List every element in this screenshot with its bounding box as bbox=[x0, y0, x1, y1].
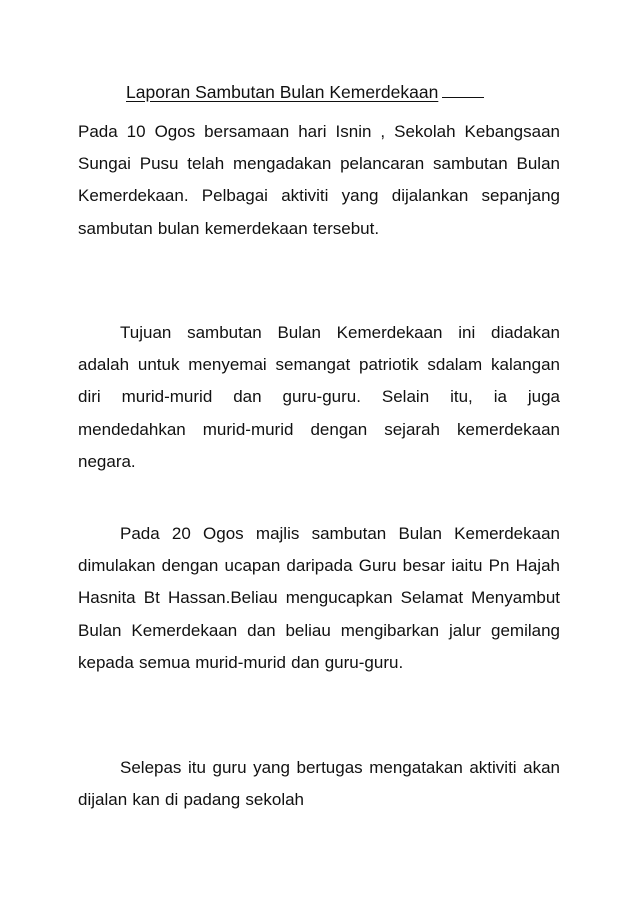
paragraph-4: Selepas itu guru yang bertugas mengatakan aktiviti akan dijalan kan di padang sekolah bbox=[78, 758, 560, 810]
document-title bbox=[126, 79, 484, 104]
document-title-text: Laporan Sambutan Bulan Kemerdekaan bbox=[126, 82, 439, 102]
paragraph-2: Tujuan sambutan Bulan Kemerdekaan ini diadakan adalah untuk menyemai semangat patriotik sdalam kalangan diri murid-murid dan guru-guru. Selain itu, ia juga mendedahkan murid-murid dengan sejarah kemerdekaan negara. bbox=[78, 323, 560, 471]
paragraph-3: Pada 20 Ogos majlis sambutan Bulan Kemerdekaan dimulakan dengan ucapan daripada Guru besar iaitu Pn Hajah Hasnita Bt Hassan.Beliau mengucapkan Selamat Menyambut Bulan Kemerdekaan dan beliau mengibarkan jalur gemilang kepada semua murid-murid dan guru-guru. bbox=[78, 524, 560, 672]
paragraph-1: Pada 10 Ogos bersamaan hari Isnin , Sekolah Kebangsaan Sungai Pusu telah mengadakan pelancaran sambutan Bulan Kemerdekaan. Pelbagai aktiviti yang dijalankan sepanjang sambutan bulan kemerdekaan tersebut. bbox=[78, 122, 560, 238]
title-underline-trail bbox=[442, 79, 484, 98]
